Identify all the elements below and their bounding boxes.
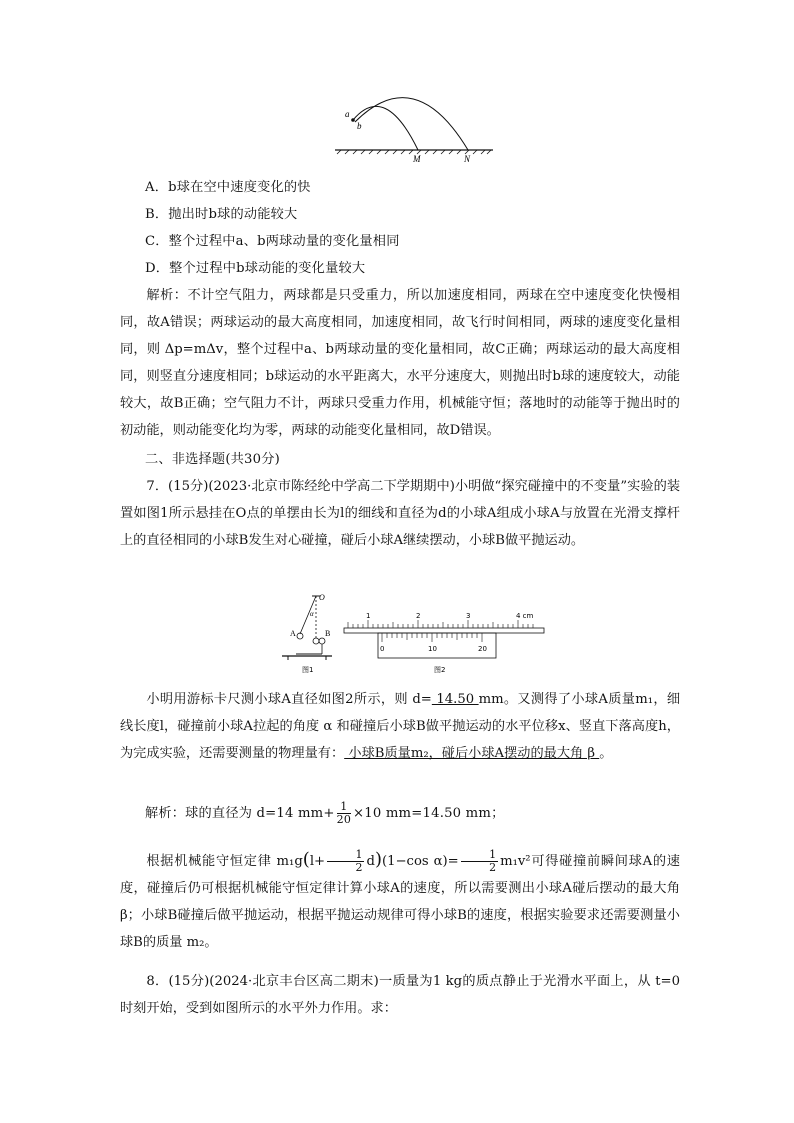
analysis-2-line-1: [145, 800, 705, 827]
label-alpha: α: [310, 610, 314, 618]
fraction-half-numerator: 1: [327, 849, 364, 862]
option-b: B．抛出时b球的动能较大: [145, 207, 298, 222]
question-7-text: 7．(15分)(2023·北京市陈经纶中学高二下学期期中)小明做“探究碰撞中的不变量”实验的装置如图1所示悬挂在O点的单摆由长为l的细线和直径为d的小球A组成小球A与放置在光滑支撑杆上的直径相同的小球B发生对心碰撞，碰后小球A继续摆动，小球B做平抛运动。: [120, 479, 680, 548]
analysis-2-paragraph-text: [120, 846, 680, 956]
question-8-text: 8．(15分)(2024·北京丰台区高二期末)一质量为1 kg的质点静止于光滑水平面上，从 t=0时刻开始，受到如图所示的水平外力作用。求：: [120, 974, 680, 1016]
analysis-1-text: 解析：不计空气阻力，两球都是只受重力，所以加速度相同，两球在空中速度变化快慢相同，故A错误；两球运动的最大高度相同，加速度相同，故飞行时间相同，两球的速度变化量相同，则 Δp=mΔv，整个过程中a、b两球动量的变化量相同，故C正确；两球运动的最大高度相同，则竖直分速度相同；b球运动的水平距离大，水平分速度大，则抛出时b球的速度较大，动能较大，故B正确；空气阻力不计，两球只受重力作用，机械能守恒；落地时的动能等于抛出时的初动能，则动能变化均为零，两球的动能变化量相同，故D错误。: [120, 288, 680, 438]
analysis-2-p-c: d: [366, 854, 375, 869]
label-b: b: [357, 121, 362, 131]
ball-b-icon: [319, 638, 325, 644]
fraction-half-b-numerator: 1: [461, 849, 498, 862]
trajectory-figure: [333, 92, 498, 162]
option-c: C．整个过程中a、b两球动量的变化量相同: [145, 234, 400, 249]
fraction-1-20: [337, 801, 351, 826]
analysis-2-p-e: m₁v²可得碰撞前瞬间球A的速度，碰撞后仍可根据机械能守恒定律计算小球A的速度，所以需要测出小球A碰后摆动的最大角 β；小球B碰撞后做平抛运动，根据平抛运动规律可得小球B的速度，根据实验要求还需要测量小球B的质量 m₂。: [120, 854, 680, 950]
main-scale-body: [344, 628, 544, 633]
option-d: D．整个过程中b球动能的变化量较大: [145, 261, 366, 276]
section-title: 二、非选择题(共30分): [145, 452, 280, 467]
fraction-denominator: 20: [336, 813, 352, 826]
main-tick-3: 3: [466, 612, 471, 620]
analysis-2-p-b: l+: [309, 854, 326, 869]
vernier-scale-ticks: [382, 633, 482, 642]
answer-quantities: 小球B质量m₂，碰后小球A摆动的最大角 β: [344, 746, 600, 761]
fraction-numerator: 1: [337, 801, 351, 814]
right-paren: ): [374, 849, 382, 870]
analysis-2-paragraph: [120, 846, 680, 956]
analysis-2-text-b: ×10 mm=14.50 mm；: [353, 806, 505, 821]
question-7-part-text: [120, 686, 680, 767]
figure-1-label: 图1: [302, 666, 314, 674]
experiment-figure: [278, 590, 548, 676]
q7-text-a: 小明用游标卡尺测小球A直径如图2所示，则 d=: [146, 692, 432, 707]
trajectory-a: [353, 106, 418, 150]
vernier-tick-10: 10: [428, 645, 437, 653]
main-scale-ticks: [348, 620, 533, 628]
label-ball-a: A: [290, 629, 296, 638]
analysis-2-p-d: (1−cos α)=: [381, 854, 459, 869]
left-paren: (: [302, 849, 310, 870]
question-7-part: [120, 686, 680, 767]
label-a: a: [345, 109, 350, 119]
question-8: [120, 968, 680, 1022]
vernier-tick-20: 20: [478, 645, 487, 653]
fraction-1-2: [327, 849, 364, 874]
fraction-half-b-denominator: 2: [489, 861, 497, 874]
ball-a: [351, 118, 355, 122]
vernier-tick-0: 0: [380, 645, 385, 653]
question-7: [120, 473, 680, 554]
label-o: O: [319, 593, 325, 602]
vernier-caliper-figure-2: [344, 612, 544, 674]
q7-text-c: 。: [599, 746, 613, 761]
trajectory-b: [355, 98, 468, 150]
figure-2-label: 图2: [434, 666, 446, 674]
main-tick-2: 2: [416, 612, 421, 620]
analysis-1: [120, 282, 680, 444]
label-n: N: [464, 154, 471, 162]
analysis-2-p-a: 根据机械能守恒定律 m₁g: [146, 854, 303, 869]
analysis-2-text-a: 解析：球的直径为 d=14 mm+: [145, 806, 335, 821]
label-ball-b: B: [325, 629, 331, 638]
main-tick-1: 1: [366, 612, 371, 620]
answer-d: 14.50: [431, 692, 479, 707]
option-a: A．b球在空中速度变化的快: [145, 180, 311, 195]
pendulum-figure-1: [282, 593, 332, 674]
fraction-1-2-b: [461, 849, 498, 874]
q7-text-b: mm。又测得了小球A质量m₁，细线长度l，碰撞前小球A拉起的角度 α 和碰撞后小球B做平抛运动的水平位移x、竖直下落高度h，为完成实验，还需要测量的物理量有：: [120, 692, 681, 761]
label-m: M: [413, 154, 421, 162]
ball-a-lower-icon: [313, 638, 319, 644]
main-tick-4: 4 cm: [516, 612, 534, 620]
fraction-half-denominator: 2: [355, 861, 363, 874]
